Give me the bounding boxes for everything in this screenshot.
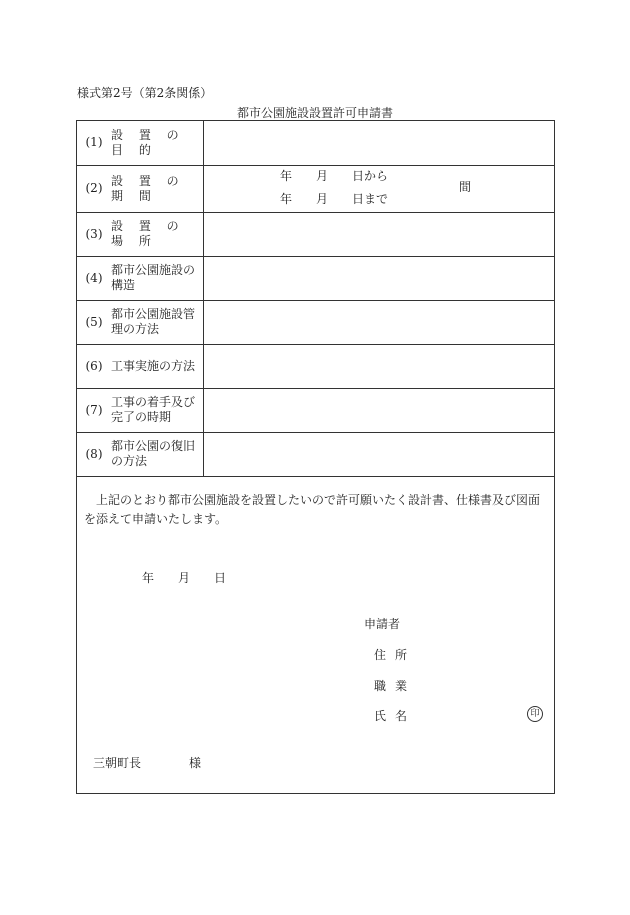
row-label: 設 置 の 場 所: [111, 212, 204, 256]
table-row: [77, 121, 554, 165]
row-number: (5): [77, 300, 111, 344]
table-row: [77, 165, 554, 212]
row-label: 都市公園施設管理の方法: [111, 300, 204, 344]
location-field[interactable]: [204, 212, 555, 256]
structure-field[interactable]: [204, 256, 555, 300]
restoration-field[interactable]: [204, 432, 555, 476]
row-number: (4): [77, 256, 111, 300]
row-label: 設 置 の 目 的: [111, 121, 204, 165]
table-row: [77, 388, 554, 432]
period-unit: 間: [459, 179, 472, 194]
schedule-field[interactable]: [204, 388, 555, 432]
purpose-field[interactable]: [204, 121, 555, 165]
row-number: (7): [77, 388, 111, 432]
addressee-honorific: 様: [189, 756, 202, 770]
address-label: 住所: [374, 648, 417, 662]
row-label: 工事の着手及び完了の時期: [111, 388, 204, 432]
application-form-frame: [76, 120, 555, 794]
table-row: [77, 256, 554, 300]
row-label: 都市公園施設の構造: [111, 256, 204, 300]
applicant-heading: 申請者: [364, 617, 401, 631]
table-row: [77, 344, 554, 388]
table-row: [77, 432, 554, 476]
row-number: (1): [77, 121, 111, 165]
table-row: [77, 212, 554, 256]
management-field[interactable]: [204, 300, 555, 344]
application-date[interactable]: 年 月 日: [142, 571, 227, 585]
declaration-text: 上記のとおり都市公園施設を設置したいので許可願いたく設計書、仕様書及び図面を添えて申請いたします。: [84, 493, 541, 526]
row-number: (3): [77, 212, 111, 256]
addressee-line: [93, 754, 201, 771]
document-title: 都市公園施設設置許可申請書: [236, 106, 393, 120]
row-number: (8): [77, 432, 111, 476]
form-number-label: 様式第2号（第2条関係）: [77, 86, 213, 100]
construction-method-field[interactable]: [204, 344, 555, 388]
row-number: (2): [77, 165, 111, 212]
row-label: 設 置 の 期 間: [111, 165, 204, 212]
row-number: (6): [77, 344, 111, 388]
period-from: 年 月 日から: [280, 168, 389, 183]
period-field[interactable]: [204, 165, 555, 212]
application-items-table: [77, 121, 554, 477]
row-label: 工事実施の方法: [111, 344, 204, 388]
name-label: 氏名: [374, 709, 417, 723]
occupation-label: 職業: [374, 679, 417, 693]
table-row: [77, 300, 554, 344]
period-to: 年 月 日まで: [280, 191, 389, 206]
addressee-mayor: 三朝町長: [93, 756, 142, 770]
seal-mark: 印: [527, 706, 543, 722]
row-label: 都市公園の復旧の方法: [111, 432, 204, 476]
